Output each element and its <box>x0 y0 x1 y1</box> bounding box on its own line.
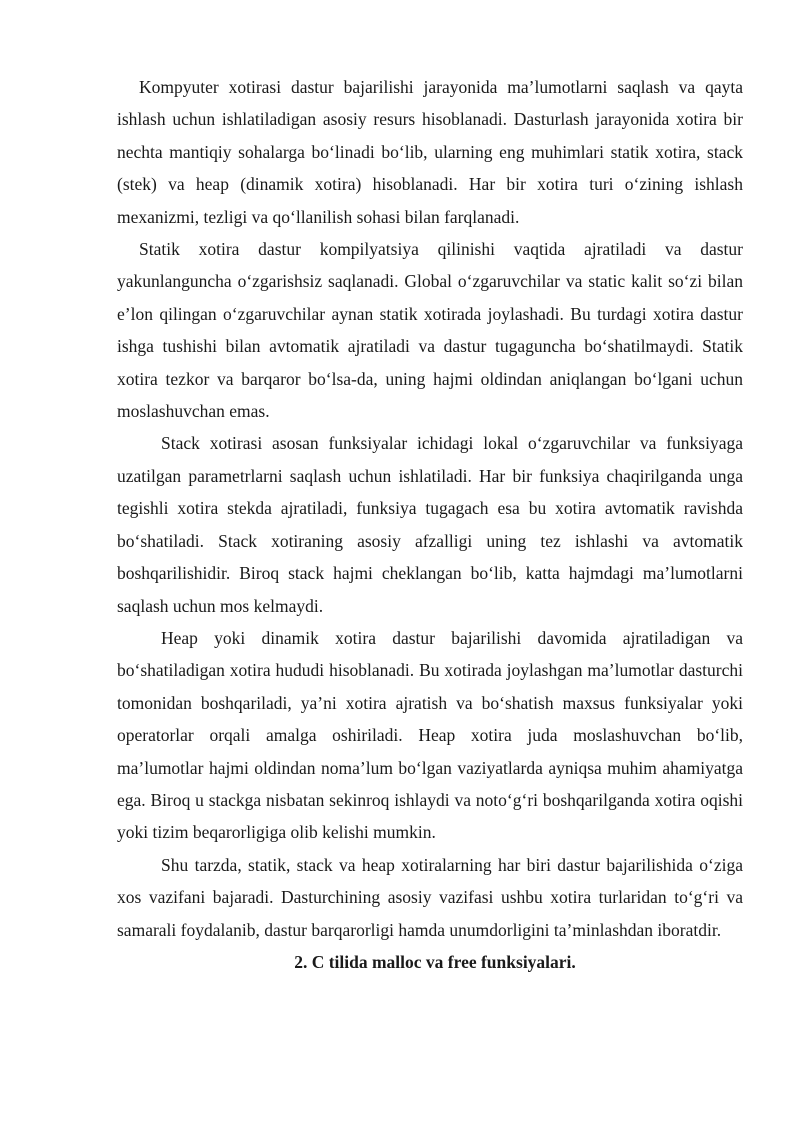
paragraph-stack-memory: Stack xotirasi asosan funksiyalar ichidagi lokal o‘zgaruvchilar va funksiyaga uzatilgan parametrlarni saqlash uchun ishlatiladi. Har bir funksiya chaqirilganda unga tegishli xotira stekda ajratiladi, funksiya tugagach esa bu xotira avtomatik ravishda bo‘shatiladi. Stack xotiraning asosiy afzalligi uning tez ishlashi va avtomatik boshqarilishidir. Biroq stack hajmi cheklangan bo‘lib, katta hajmdagi ma’lumotlarni saqlash uchun mos kelmaydi. <box>117 433 743 616</box>
document-page <box>117 71 743 978</box>
paragraph-static-memory: Statik xotira dastur kompilyatsiya qilinishi vaqtida ajratiladi va dastur yakunlanguncha o‘zgarishsiz saqlanadi. Global o‘zgaruvchilar va static kalit so‘zi bilan e’lon qilingan o‘zgaruvchilar aynan statik xotirada joylashadi. Bu turdagi xotira dastur ishga tushishi bilan avtomatik ajratiladi va dastur tugaguncha bo‘shatilmaydi. Statik xotira tezkor va barqaror bo‘lsa-da, uning hajmi oldindan aniqlangan bo‘lgani uchun moslashuvchan emas. <box>117 239 743 422</box>
section-heading: 2. C tilida malloc va free funksiyalari. <box>294 951 576 972</box>
paragraph-conclusion: Shu tarzda, statik, stack va heap xotiralarning har biri dastur bajarilishida o‘ziga xos vazifani bajaradi. Dasturchining asosiy vazifasi ushbu xotira turlaridan to‘g‘ri va samarali foydalanib, dastur barqarorligi hamda unumdorligini ta’minlashdan iboratdir. <box>117 854 743 940</box>
paragraph-heap-memory: Heap yoki dinamik xotira dastur bajarilishi davomida ajratiladigan va bo‘shatiladigan xotira hududi hisoblanadi. Bu xotirada joylashgan ma’lumotlar dasturchi tomonidan boshqariladi, ya’ni xotira ajratish va bo‘shatish maxsus funksiyalar yoki operatorlar orqali amalga oshiriladi. Heap xotira juda moslashuvchan bo‘lib, ma’lumotlar hajmi oldindan noma’lum bo‘lgan vaziyatlarda ayniqsa muhim ahamiyatga ega. Biroq u stackga nisbatan sekinroq ishlaydi va noto‘g‘ri boshqarilganda xotira oqishi yoki tizim beqarorligiga olib kelishi mumkin. <box>117 627 743 843</box>
paragraph-memory-intro: Kompyuter xotirasi dastur bajarilishi jarayonida ma’lumotlarni saqlash va qayta ishlash uchun ishlatiladigan asosiy resurs hisoblanadi. Dasturlash jarayonida xotira bir nechta mantiqiy sohalarga bo‘linadi bo‘lib, ularning eng muhimlari statik xotira, stack (stek) va heap (dinamik xotira) hisoblanadi. Har bir xotira turi o‘zining ishlash mexanizmi, tezligi va qo‘llanilish sohasi bilan farqlanadi. <box>117 77 743 227</box>
